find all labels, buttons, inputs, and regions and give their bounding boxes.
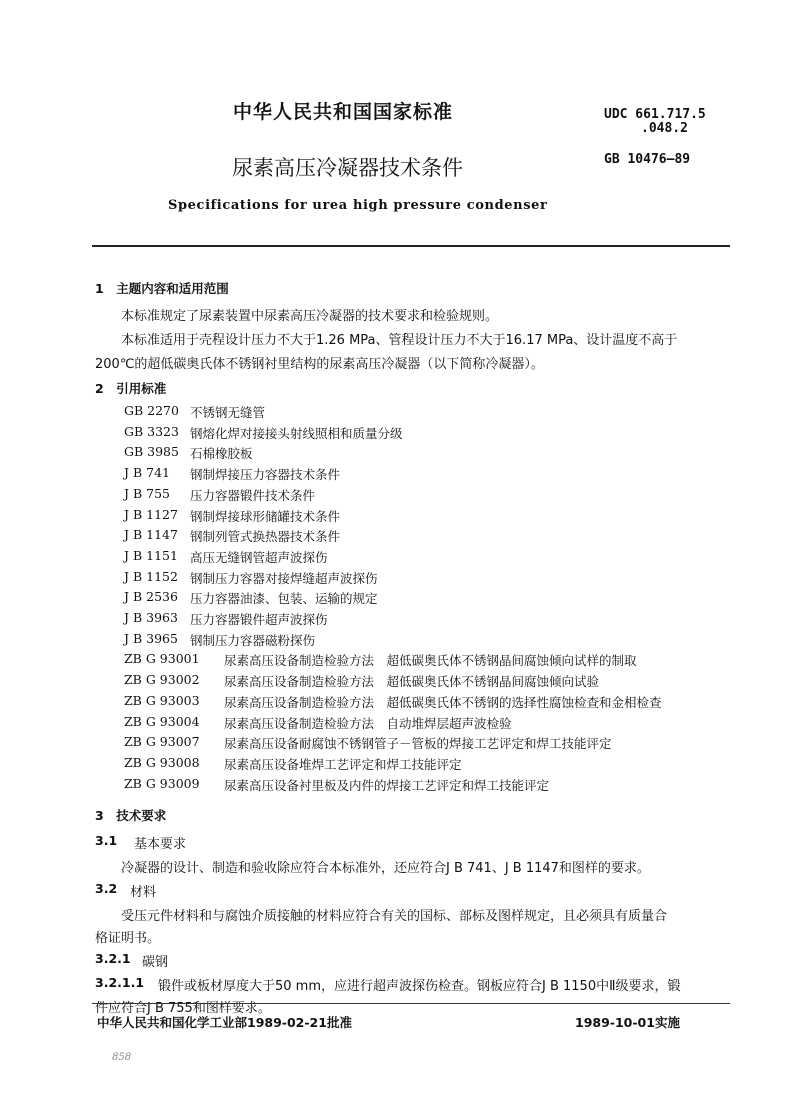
clause-3-2-text-continued: 格证明书。 [95, 931, 161, 946]
clause-3-2-1-1-number: 3.2.1.1 [95, 975, 145, 990]
clause-3-2-text: 受压元件材料和与腐蚀介质接触的材料应符合有关的国标、部标及图样规定，且必须具有质量合 [121, 909, 668, 924]
reference-code: J B 3963 [124, 610, 178, 625]
clause-3-2-1-number: 3.2.1 [95, 951, 131, 966]
reference-code: ZB G 93008 [124, 755, 200, 770]
section-1-paragraph-1: 本标准规定了尿素装置中尿素高压冷凝器的技术要求和检验规则。 [121, 309, 499, 324]
reference-code: ZB G 93004 [124, 714, 200, 729]
english-title: Specifications for urea high pressure condenser [168, 198, 548, 213]
reference-code: J B 2536 [124, 589, 178, 604]
page-number: 858 [112, 1052, 132, 1063]
reference-title: 尿素高压设备堆焊工艺评定和焊工技能评定 [224, 757, 462, 772]
reference-title: 压力容器锻件超声波探伤 [190, 612, 328, 627]
reference-title: 钢制焊接球形储罐技术条件 [190, 509, 341, 524]
reference-code: J B 3965 [124, 631, 178, 646]
clause-3-2-title: 材料 [130, 885, 157, 900]
gb-number: GB 10476—89 [604, 152, 691, 167]
clause-3-2-1-title: 碳钢 [142, 955, 169, 970]
reference-title: 钢制焊接压力容器技术条件 [190, 467, 341, 482]
standard-category-title: 中华人民共和国国家标准 [233, 101, 454, 123]
reference-title: 钢熔化焊对接接头射线照相和质量分级 [190, 426, 403, 441]
reference-code: GB 2270 [124, 403, 179, 418]
approval-line: 中华人民共和国化学工业部1989-02-21批准 [97, 1015, 352, 1030]
udc-number-continued: .048.2 [641, 121, 688, 136]
reference-title: 钢制列管式换热器技术条件 [190, 529, 341, 544]
reference-code: GB 3323 [124, 424, 179, 439]
reference-title: 压力容器锻件技术条件 [190, 488, 316, 503]
clause-3-2-1-1-text-continued: 件应符合J B 755和图样要求。 [95, 1001, 271, 1016]
reference-title: 不锈钢无缝管 [190, 405, 266, 420]
reference-title: 压力容器油漆、包装、运输的规定 [190, 591, 378, 606]
reference-code: ZB G 93002 [124, 672, 200, 687]
reference-code: J B 1151 [124, 548, 178, 563]
reference-code: ZB G 93009 [124, 776, 200, 791]
reference-code: ZB G 93007 [124, 734, 200, 749]
footer-divider [92, 1003, 730, 1004]
reference-code: J B 741 [124, 465, 171, 480]
reference-title: 尿素高压设备耐腐蚀不锈钢管子－管板的焊接工艺评定和焊工技能评定 [224, 736, 612, 751]
reference-title: 尿素高压设备制造检验方法 自动堆焊层超声波检验 [224, 716, 512, 731]
clause-3-1-number: 3.1 [95, 833, 118, 848]
reference-code: J B 1152 [124, 569, 178, 584]
reference-title: 钢制压力容器对接焊缝超声波探伤 [190, 571, 378, 586]
section-1-paragraph-2-continued: 200℃的超低碳奥氏体不锈钢衬里结构的尿素高压冷凝器（以下简称冷凝器）。 [95, 357, 544, 372]
reference-title: 石棉橡胶板 [190, 446, 253, 461]
reference-code: ZB G 93003 [124, 693, 200, 708]
section-3-heading: 3 技术要求 [95, 808, 167, 823]
clause-3-2-1-1-text: 锻件或板材厚度大于50 mm，应进行超声波探伤检查。钢板应符合J B 1150中Ⅱ级要求，锻 [158, 979, 681, 994]
udc-number: UDC 661.717.5 [604, 107, 706, 122]
reference-code: J B 755 [124, 486, 171, 501]
reference-code: ZB G 93001 [124, 651, 200, 666]
reference-title: 尿素高压设备制造检验方法 超低碳奥氏体不锈钢的选择性腐蚀检查和金相检查 [224, 695, 662, 710]
section-1-paragraph-2: 本标准适用于壳程设计压力不大于1.26 MPa、管程设计压力不大于16.17 MPa、设计温度不高于 [121, 333, 678, 348]
reference-title: 高压无缝钢管超声波探伤 [190, 550, 328, 565]
clause-3-2-number: 3.2 [95, 881, 118, 896]
reference-title: 钢制压力容器磁粉探伤 [190, 633, 316, 648]
header-divider [92, 245, 730, 247]
reference-title: 尿素高压设备制造检验方法 超低碳奥氏体不锈钢晶间腐蚀倾向试样的制取 [224, 653, 637, 668]
reference-title: 尿素高压设备制造检验方法 超低碳奥氏体不锈钢晶间腐蚀倾向试验 [224, 674, 600, 689]
reference-code: J B 1127 [124, 507, 178, 522]
clause-3-1-title: 基本要求 [134, 837, 187, 852]
clause-3-1-text: 冷凝器的设计、制造和验收除应符合本标准外，还应符合J B 741、J B 1147和图样的要求。 [121, 861, 650, 876]
section-1-heading: 1 主题内容和适用范围 [95, 281, 229, 296]
section-2-heading: 2 引用标准 [95, 381, 167, 396]
reference-code: J B 1147 [124, 527, 178, 542]
document-title: 尿素高压冷凝器技术条件 [232, 156, 463, 180]
reference-code: GB 3985 [124, 444, 179, 459]
implementation-date: 1989-10-01实施 [575, 1015, 680, 1030]
reference-title: 尿素高压设备衬里板及内件的焊接工艺评定和焊工技能评定 [224, 778, 550, 793]
